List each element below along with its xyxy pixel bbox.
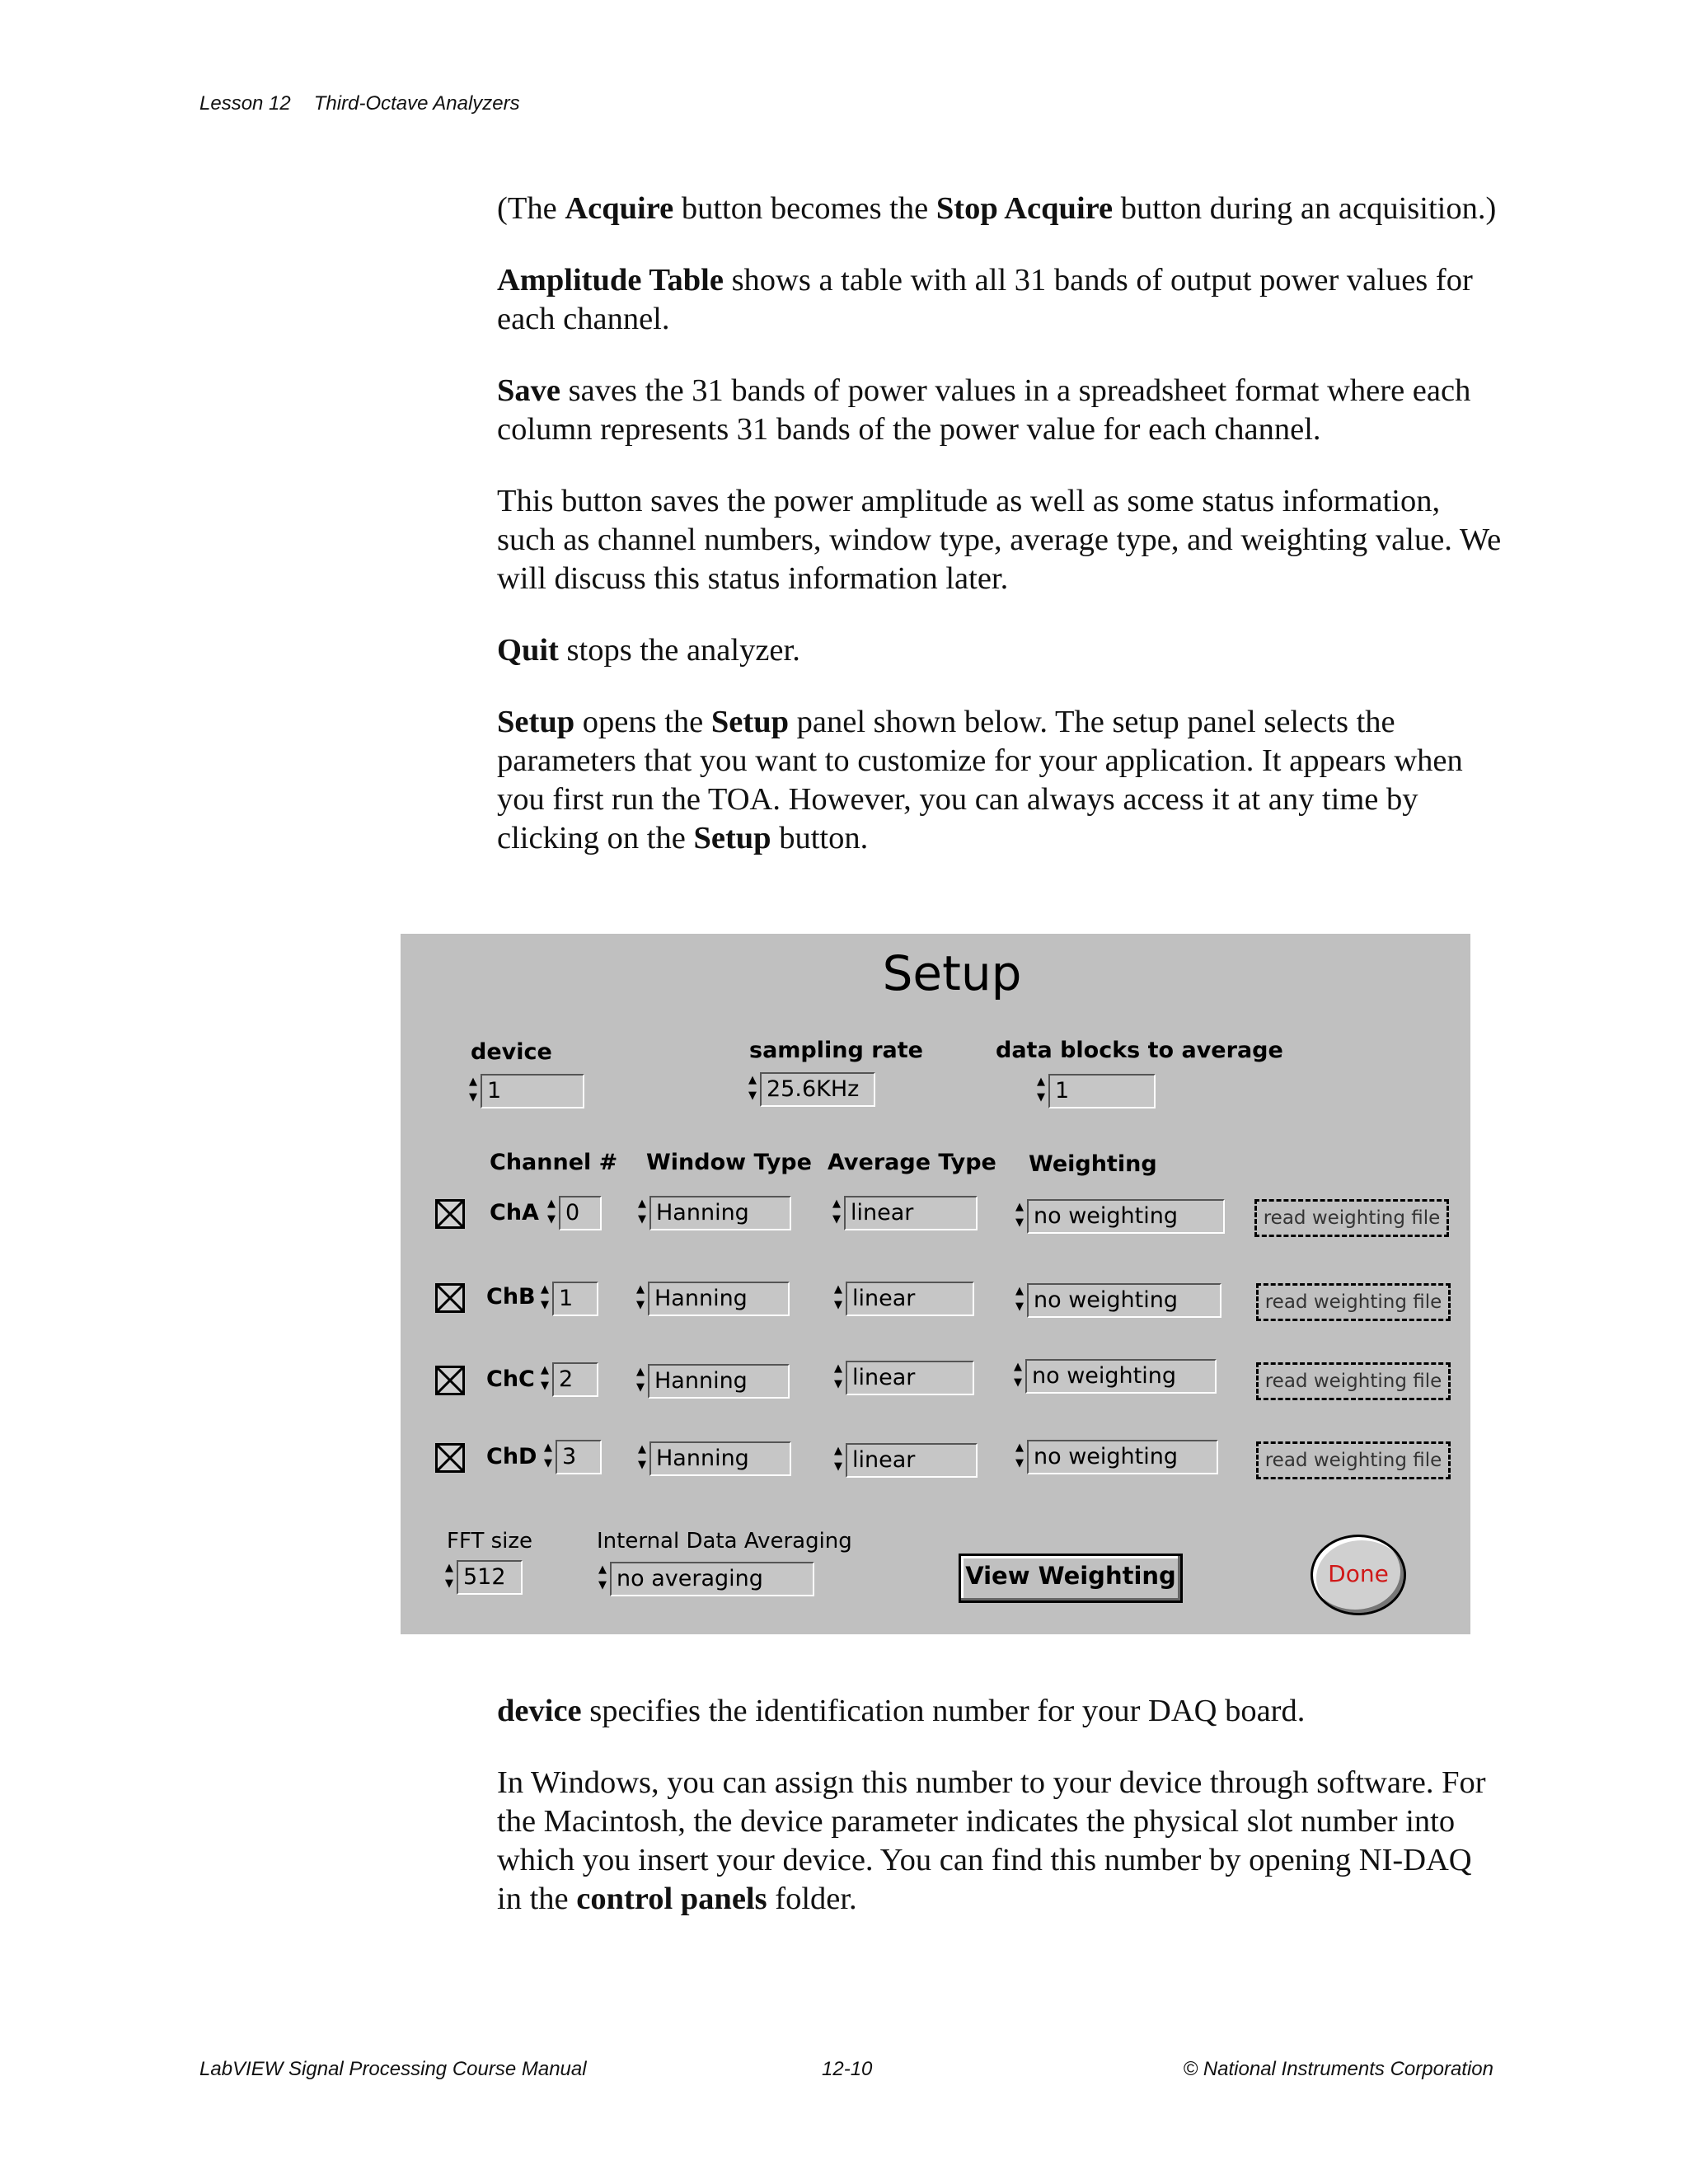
internal-averaging-spinner-icon[interactable]: ▲ ▼ xyxy=(598,1563,607,1591)
page-number: 12-10 xyxy=(822,2058,873,2080)
view-weighting-button[interactable]: View Weighting xyxy=(959,1554,1183,1603)
bold-term: Quit xyxy=(497,633,559,668)
internal-averaging-select[interactable]: no averaging xyxy=(610,1562,814,1596)
fft-size-spinner-icon[interactable]: ▲ ▼ xyxy=(445,1562,453,1590)
bold-term: Acquire xyxy=(565,191,674,226)
bold-term: Amplitude Table xyxy=(497,263,724,298)
internal-averaging-label: Internal Data Averaging xyxy=(597,1529,852,1554)
paragraph-device xyxy=(497,1692,1503,1731)
text-run: saves the 31 bands of power values in a spreadsheet format where each column represents 31 bands of the power value for each channel. xyxy=(497,373,1471,447)
channel-c-label: ChC xyxy=(486,1366,535,1392)
weighting-d-select[interactable]: no weighting xyxy=(1027,1440,1218,1474)
channel-d-spinner-icon[interactable]: ▲ ▼ xyxy=(544,1441,552,1469)
bold-term: device xyxy=(497,1694,582,1728)
average-type-c-select[interactable]: linear xyxy=(846,1361,974,1395)
data-blocks-label: data blocks to average xyxy=(996,1038,1283,1063)
fft-size-input[interactable]: 512 xyxy=(457,1560,523,1595)
text-run: shows a table with all 31 bands of output power values for each channel. xyxy=(497,263,1473,336)
running-head xyxy=(199,92,520,115)
bold-term: Stop Acquire xyxy=(935,191,1114,226)
average-d-spinner-icon[interactable]: ▲ ▼ xyxy=(834,1445,842,1473)
weighting-b-spinner-icon[interactable]: ▲ ▼ xyxy=(1015,1285,1024,1313)
setup-panel-screenshot xyxy=(401,934,1470,1634)
fft-size-label: FFT size xyxy=(447,1529,533,1554)
window-type-b-select[interactable]: Hanning xyxy=(648,1282,790,1316)
text-run: button becomes the xyxy=(673,191,936,226)
text-run: button during an acquisition.) xyxy=(1113,191,1497,226)
device-spinner-icon[interactable]: ▲ ▼ xyxy=(469,1076,477,1104)
read-weighting-file-a-button[interactable]: read weighting file xyxy=(1254,1199,1449,1237)
average-b-spinner-icon[interactable]: ▲ ▼ xyxy=(834,1283,842,1311)
average-a-spinner-icon[interactable]: ▲ ▼ xyxy=(832,1197,841,1226)
text-run: stops the analyzer. xyxy=(558,633,800,668)
read-weighting-file-d-button[interactable]: read weighting file xyxy=(1256,1441,1451,1479)
average-c-spinner-icon[interactable]: ▲ ▼ xyxy=(834,1362,842,1390)
sampling-rate-label: sampling rate xyxy=(749,1038,923,1063)
channel-a-label: ChA xyxy=(490,1200,539,1226)
paragraph-acquire xyxy=(497,190,1503,228)
weighting-d-spinner-icon[interactable]: ▲ ▼ xyxy=(1015,1441,1024,1469)
window-b-spinner-icon[interactable]: ▲ ▼ xyxy=(636,1283,645,1311)
weighting-column-header: Weighting xyxy=(1029,1151,1157,1177)
weighting-b-select[interactable]: no weighting xyxy=(1027,1283,1221,1318)
channel-b-spinner-icon[interactable]: ▲ ▼ xyxy=(541,1283,549,1311)
done-button[interactable]: Done xyxy=(1311,1535,1406,1615)
average-type-column-header: Average Type xyxy=(828,1150,996,1175)
average-type-b-select[interactable]: linear xyxy=(846,1282,974,1316)
channel-b-number-input[interactable]: 1 xyxy=(552,1282,598,1316)
data-blocks-input[interactable]: 1 xyxy=(1048,1074,1156,1108)
sampling-rate-spinner-icon[interactable]: ▲ ▼ xyxy=(748,1074,757,1102)
average-type-d-select[interactable]: linear xyxy=(846,1443,978,1478)
paragraph-amplitude-table xyxy=(497,261,1503,339)
paragraph-quit xyxy=(497,631,1503,670)
paragraph-windows xyxy=(497,1764,1503,1919)
bold-term: Setup xyxy=(710,705,790,739)
read-weighting-file-c-button[interactable]: read weighting file xyxy=(1256,1362,1451,1400)
weighting-a-select[interactable]: no weighting xyxy=(1027,1199,1225,1234)
text-run: button. xyxy=(771,821,869,855)
window-type-a-select[interactable]: Hanning xyxy=(649,1196,791,1230)
channel-c-number-input[interactable]: 2 xyxy=(552,1362,598,1397)
channel-a-number-input[interactable]: 0 xyxy=(559,1196,602,1230)
average-type-a-select[interactable]: linear xyxy=(844,1196,978,1230)
body-text xyxy=(497,190,1503,891)
window-type-c-select[interactable]: Hanning xyxy=(648,1364,790,1399)
body-text-after xyxy=(497,1692,1503,1952)
text-run: In Windows, you can assign this number to your device through software. For the Macintosh, the device parameter indicates the physical slot number into which you insert your device. You can find this number by opening NI-DAQ in the xyxy=(497,1765,1486,1916)
weighting-c-select[interactable]: no weighting xyxy=(1025,1359,1217,1394)
footer-manual-title: LabVIEW Signal Processing Course Manual xyxy=(199,2058,587,2080)
bold-term: Save xyxy=(497,373,560,408)
window-c-spinner-icon[interactable]: ▲ ▼ xyxy=(636,1366,645,1394)
window-type-d-select[interactable]: Hanning xyxy=(649,1441,791,1476)
text-run: panel shown below. The setup panel selects the parameters that you want to customize for your application. It appears when you first run the TOA. However, you can always access it at any time by clicking on the xyxy=(497,705,1463,855)
data-blocks-spinner-icon[interactable]: ▲ ▼ xyxy=(1037,1076,1045,1104)
window-type-column-header: Window Type xyxy=(646,1150,812,1175)
sampling-rate-input[interactable]: 25.6KHz xyxy=(760,1072,875,1107)
paragraph-save xyxy=(497,372,1503,449)
channel-b-checkbox[interactable] xyxy=(435,1283,465,1313)
lesson-number: Lesson 12 xyxy=(199,92,291,115)
channel-a-spinner-icon[interactable]: ▲ ▼ xyxy=(547,1197,556,1226)
bold-term: Setup xyxy=(693,821,771,855)
weighting-a-spinner-icon[interactable]: ▲ ▼ xyxy=(1015,1201,1024,1229)
channel-d-number-input[interactable]: 3 xyxy=(556,1440,602,1474)
paragraph-setup xyxy=(497,703,1503,858)
channel-b-label: ChB xyxy=(486,1284,536,1310)
bold-term: Setup xyxy=(497,705,575,739)
device-label: device xyxy=(471,1039,552,1065)
read-weighting-file-b-button[interactable]: read weighting file xyxy=(1256,1283,1451,1321)
channel-a-checkbox[interactable] xyxy=(435,1199,465,1229)
setup-title: Setup xyxy=(882,945,1022,1001)
text-run: (The xyxy=(497,191,565,226)
channel-d-label: ChD xyxy=(486,1444,537,1469)
paragraph-status: This button saves the power amplitude as well as some status information, such as channel numbers, window type, average type, and weighting value. We will discuss this status information later. xyxy=(497,484,1502,596)
channel-column-header: Channel # xyxy=(490,1150,618,1175)
channel-d-checkbox[interactable] xyxy=(435,1443,465,1473)
channel-c-spinner-icon[interactable]: ▲ ▼ xyxy=(541,1364,549,1392)
channel-c-checkbox[interactable] xyxy=(435,1366,465,1395)
weighting-c-spinner-icon[interactable]: ▲ ▼ xyxy=(1014,1361,1022,1389)
window-a-spinner-icon[interactable]: ▲ ▼ xyxy=(638,1197,646,1226)
bold-term: control panels xyxy=(576,1882,767,1916)
lesson-title: Third-Octave Analyzers xyxy=(313,92,520,115)
device-input[interactable]: 1 xyxy=(481,1074,584,1108)
text-run: folder. xyxy=(767,1882,857,1916)
window-d-spinner-icon[interactable]: ▲ ▼ xyxy=(638,1443,646,1471)
text-run: specifies the identification number for your DAQ board. xyxy=(581,1694,1306,1728)
footer-copyright: © National Instruments Corporation xyxy=(1183,2058,1493,2080)
text-run: opens the xyxy=(574,705,711,739)
